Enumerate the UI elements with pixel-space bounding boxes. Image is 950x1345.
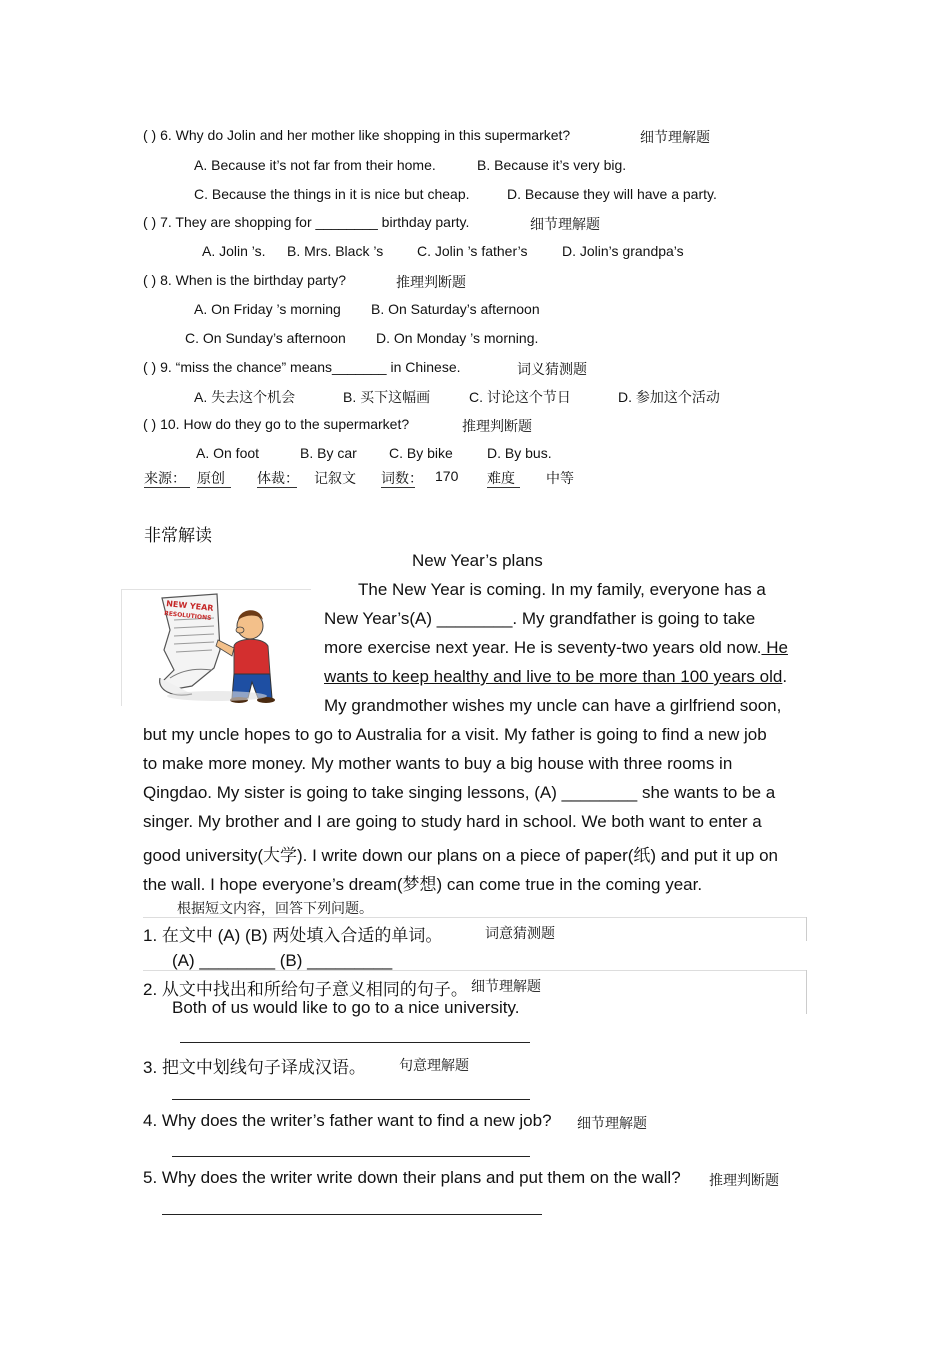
passage-line-4-tail: .: [782, 667, 788, 686]
svg-text:RESOLUTIONS: RESOLUTIONS: [163, 610, 212, 622]
passage-line-3-underlined: He: [761, 638, 788, 657]
meta-source-label: 来源：: [144, 470, 186, 486]
question-9-option-a: A. 失去这个机会: [194, 389, 296, 405]
new-year-resolutions-image: [121, 589, 311, 706]
passage-line-5: My grandmother wishes my uncle can have a girlfriend soon,: [324, 696, 782, 715]
task-4-text: 4. Why does the writer’s father want to find a new job?: [143, 1111, 552, 1130]
instruction: 根据短文内容，回答下列问题。: [177, 900, 373, 916]
question-9-option-d: D. 参加这个活动: [618, 389, 720, 405]
passage-line-8: Qingdao. My sister is going to take singing lessons, (A) ________ she wants to be a: [143, 783, 776, 802]
question-9-option-b: B. 买下这幅画: [343, 389, 431, 405]
question-7-tag: 细节理解题: [530, 216, 600, 232]
question-8-option-c: C. On Sunday’s afternoon: [185, 330, 346, 346]
question-10-option-a: A. On foot: [196, 445, 260, 461]
question-7-option-a: A. Jolin ’s.: [202, 243, 266, 259]
task-3-answer-line[interactable]: [172, 1099, 530, 1100]
task-2-tag: 细节理解题: [471, 978, 541, 994]
question-6-option-d: D. Because they will have a party.: [507, 186, 717, 202]
task-1-text: 1. 在文中 (A) (B) 两处填入合适的单词。: [143, 926, 443, 945]
question-7-stem: ( ) 7. They are shopping for ________ birthday party.: [143, 214, 470, 230]
passage-title: New Year’s plans: [412, 551, 543, 570]
question-10-stem: ( ) 10. How do they go to the supermarket?: [143, 416, 410, 432]
passage-line-1: The New Year is coming. In my family, everyone has a: [358, 580, 766, 599]
task-box-right-rule-1: [806, 917, 807, 941]
svg-text:NEW YEAR: NEW YEAR: [165, 599, 214, 613]
passage-line-9: singer. My brother and I are going to study hard in school. We both want to enter a: [143, 812, 762, 831]
question-6-option-b: B. Because it’s very big.: [477, 157, 627, 173]
passage-line-3-text: more exercise next year. He is seventy-two years old now.: [324, 638, 762, 657]
task-box-right-rule-2: [806, 970, 807, 1014]
question-8-option-b: B. On Saturday’s afternoon: [371, 301, 540, 317]
task-3-text: 3. 把文中划线句子译成汉语。: [143, 1058, 366, 1077]
meta-genre-underline: [257, 487, 297, 488]
meta-words-underline: [381, 487, 415, 488]
question-9-stem: ( ) 9. “miss the chance” means_______ in Chinese.: [143, 359, 461, 375]
passage-line-4: [324, 667, 787, 687]
passage-line-11: the wall. I hope everyone’s dream(梦想) can come true in the coming year.: [143, 875, 703, 894]
question-6-tag: 细节理解题: [640, 129, 710, 145]
task-2-text: 2. 从文中找出和所给句子意义相同的句子。: [143, 980, 468, 999]
question-9-tag: 词义猜测题: [517, 361, 587, 377]
task-2-answer-line[interactable]: [180, 1042, 530, 1043]
question-8-option-d: D. On Monday ’s morning.: [376, 330, 539, 346]
task-1-tag: 词意猜测题: [485, 925, 555, 941]
task-4-answer-line[interactable]: [172, 1156, 530, 1157]
passage-line-3: [324, 638, 788, 658]
meta-source-value: 原创: [197, 470, 225, 486]
task-box-top-rule: [143, 917, 807, 918]
question-8-stem: ( ) 8. When is the birthday party?: [143, 272, 347, 288]
question-8-option-a: A. On Friday ’s morning: [194, 301, 341, 317]
question-7-option-b: B. Mrs. Black ’s: [287, 243, 384, 259]
task-3-tag: 句意理解题: [399, 1057, 469, 1073]
cartoon-man-with-list-icon: [122, 590, 311, 706]
passage-line-2: New Year’s(A) ________. My grandfather is going to take: [324, 609, 756, 628]
task-4-tag: 细节理解题: [577, 1115, 647, 1131]
passage-line-7: to make more money. My mother wants to buy a big house with three rooms in: [143, 754, 733, 773]
task-5-text: 5. Why does the writer write down their plans and put them on the wall?: [143, 1168, 681, 1187]
section-title: 非常解读: [144, 526, 212, 545]
question-7-option-c: C. Jolin ’s father’s: [417, 243, 528, 259]
question-6-option-a: A. Because it’s not far from their home.: [194, 157, 436, 173]
meta-genre-label: 体裁：: [257, 470, 299, 486]
question-8-tag: 推理判断题: [396, 274, 466, 290]
task-1-blanks: (A) ________ (B) _________: [172, 951, 393, 970]
question-10-tag: 推理判断题: [462, 418, 532, 434]
meta-genre-value: 记叙文: [314, 470, 356, 486]
question-10-option-c: C. By bike: [389, 445, 453, 461]
meta-words-label: 词数：: [381, 470, 423, 486]
meta-difficulty-label: 难度: [487, 470, 515, 486]
question-10-option-d: D. By bus.: [487, 445, 552, 461]
passage-line-10: good university(大学). I write down our plans on a piece of paper(纸) and put it up on: [143, 846, 779, 865]
meta-words-value: 170: [435, 468, 459, 484]
meta-source-underline: [144, 487, 190, 488]
task-5-tag: 推理判断题: [709, 1172, 779, 1188]
task-5-answer-line[interactable]: [162, 1214, 542, 1215]
meta-difficulty-value: 中等: [546, 470, 574, 486]
question-10-option-b: B. By car: [300, 445, 357, 461]
meta-source-value-underline: [197, 487, 231, 488]
question-9-option-c: C. 讨论这个节日: [469, 389, 571, 405]
passage-line-6: but my uncle hopes to go to Australia for a visit. My father is going to find a new job: [143, 725, 767, 744]
question-6-option-c: C. Because the things in it is nice but cheap.: [194, 186, 470, 202]
task-2-sentence: Both of us would like to go to a nice university.: [172, 998, 520, 1017]
question-7-option-d: D. Jolin’s grandpa’s: [562, 243, 684, 259]
passage-line-4-underlined: wants to keep healthy and live to be more than 100 years old: [324, 667, 783, 686]
meta-difficulty-underline: [487, 487, 520, 488]
question-6-stem: ( ) 6. Why do Jolin and her mother like shopping in this supermarket?: [143, 127, 571, 143]
